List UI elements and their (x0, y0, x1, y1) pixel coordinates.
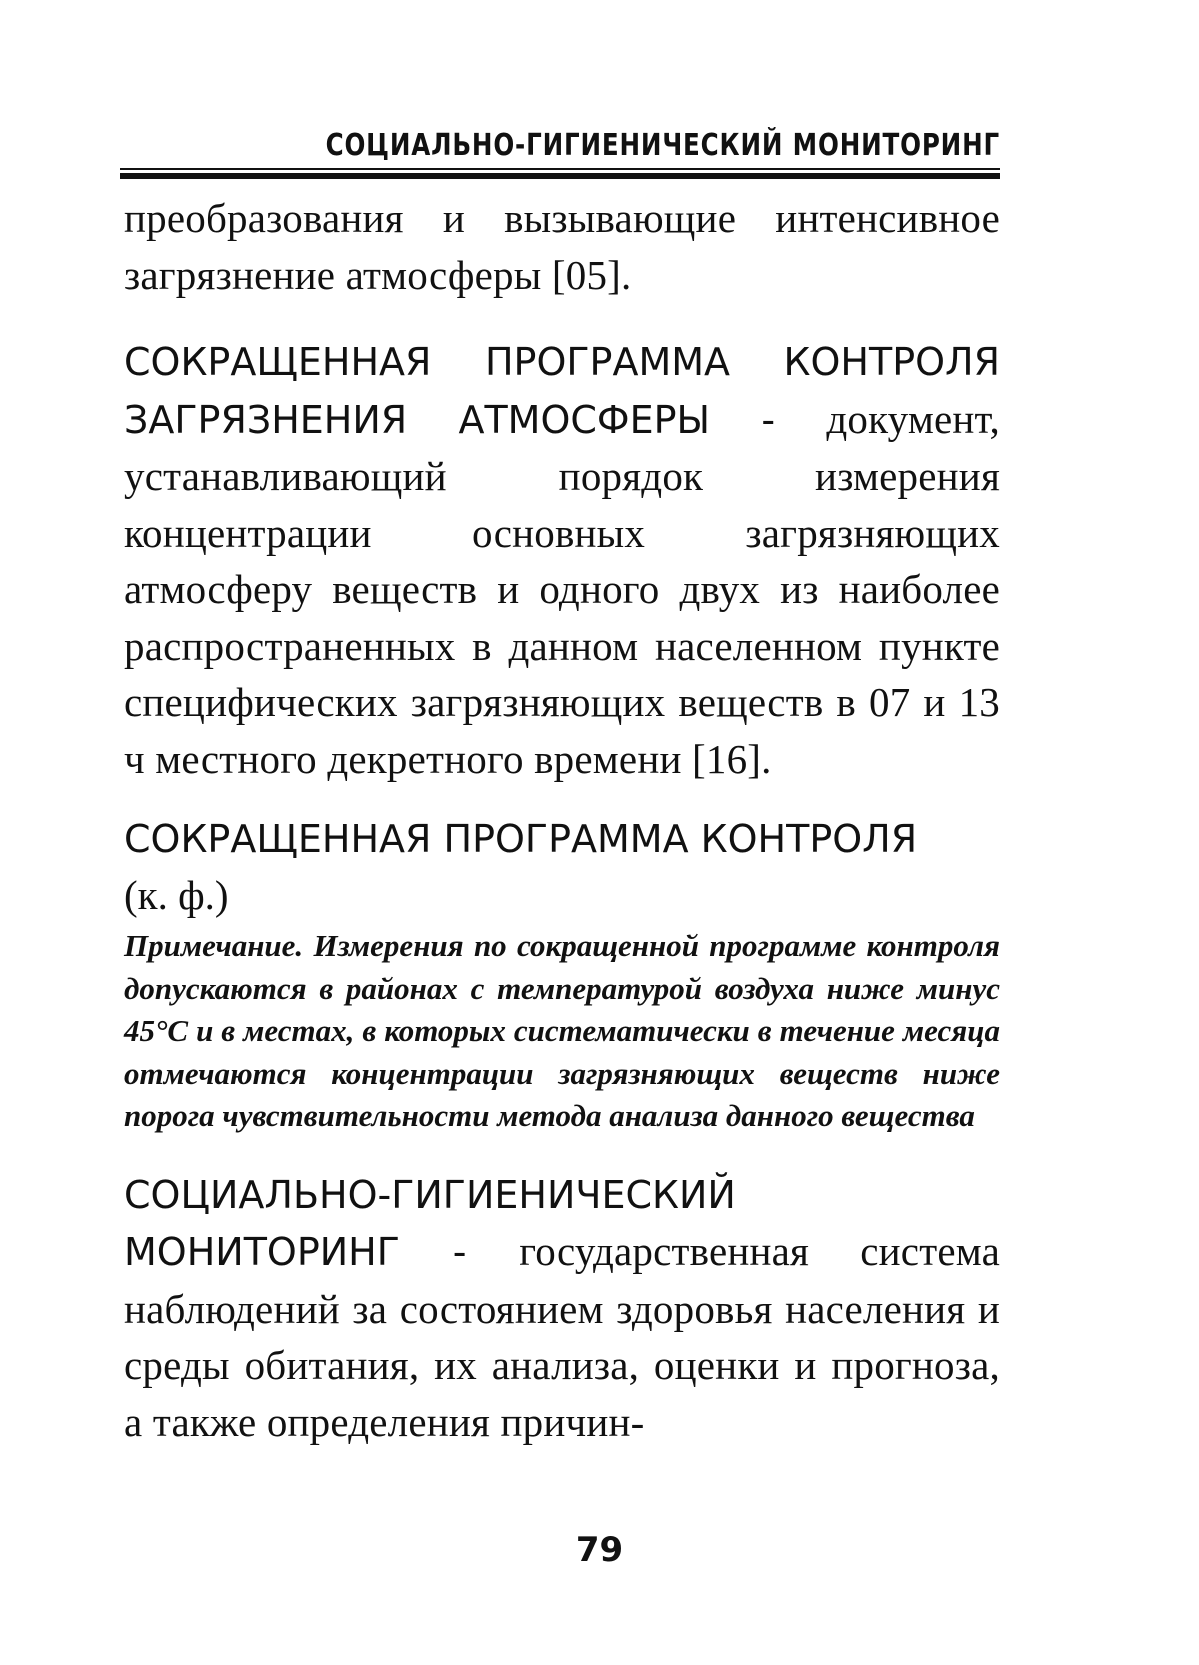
entry-separator: - (710, 397, 827, 442)
continuation-text: преобразования и вызывающие интенсивное загрязнение атмосферы [05]. (124, 195, 1000, 298)
glossary-entry (124, 811, 1000, 1138)
entry-term: СОЦИАЛЬНО-ГИГИЕНИЧЕСКИЙ МОНИТОРИНГ (124, 1172, 736, 1274)
entry-separator: - (399, 1230, 520, 1274)
running-header: СОЦИАЛЬНО-ГИГИЕНИЧЕСКИЙ МОНИТОРИНГ (325, 128, 1000, 163)
entry-term: СОКРАЩЕННАЯ ПРОГРАММА КОНТРОЛЯ ЗАГРЯЗНЕНИЯ АТМОСФЕРЫ (124, 340, 1000, 442)
glossary-entry (124, 1166, 1000, 1451)
entry-definition: государственная система наблюдений за состоянием здоровья населения и среды обитания, их анализа, оценки и прогноза, а также определения причин- (124, 1228, 1000, 1445)
entry-term: СОКРАЩЕННАЯ ПРОГРАММА КОНТРОЛЯ (124, 817, 918, 861)
page-content (124, 190, 1000, 1450)
glossary-entry (124, 333, 1000, 787)
header-rule-thin (120, 168, 1000, 170)
entry-note: Примечание. Измерения по сокращенной программе контроля допускаются в районах с температурой воздуха ниже минус 45°С и в местах, в которых систематически в течение месяца отмечаются концентрации загрязняющих веществ ниже порога чувствительности метода анализа данного вещества (124, 928, 1000, 1133)
page-number: 79 (575, 1530, 624, 1570)
continuation-paragraph (124, 190, 1000, 303)
entry-definition: документ, устанавливающий порядок измерения концентрации основных загрязняющих атмосферу веществ и одного двух из наиболее распространенных в данном населенном пункте специфических загрязняющих веществ в 07 и 13 ч местного декретного времени [16]. (124, 395, 1001, 782)
header-rule-thick (120, 173, 1000, 179)
entry-source: (к. ф.) (124, 872, 229, 918)
